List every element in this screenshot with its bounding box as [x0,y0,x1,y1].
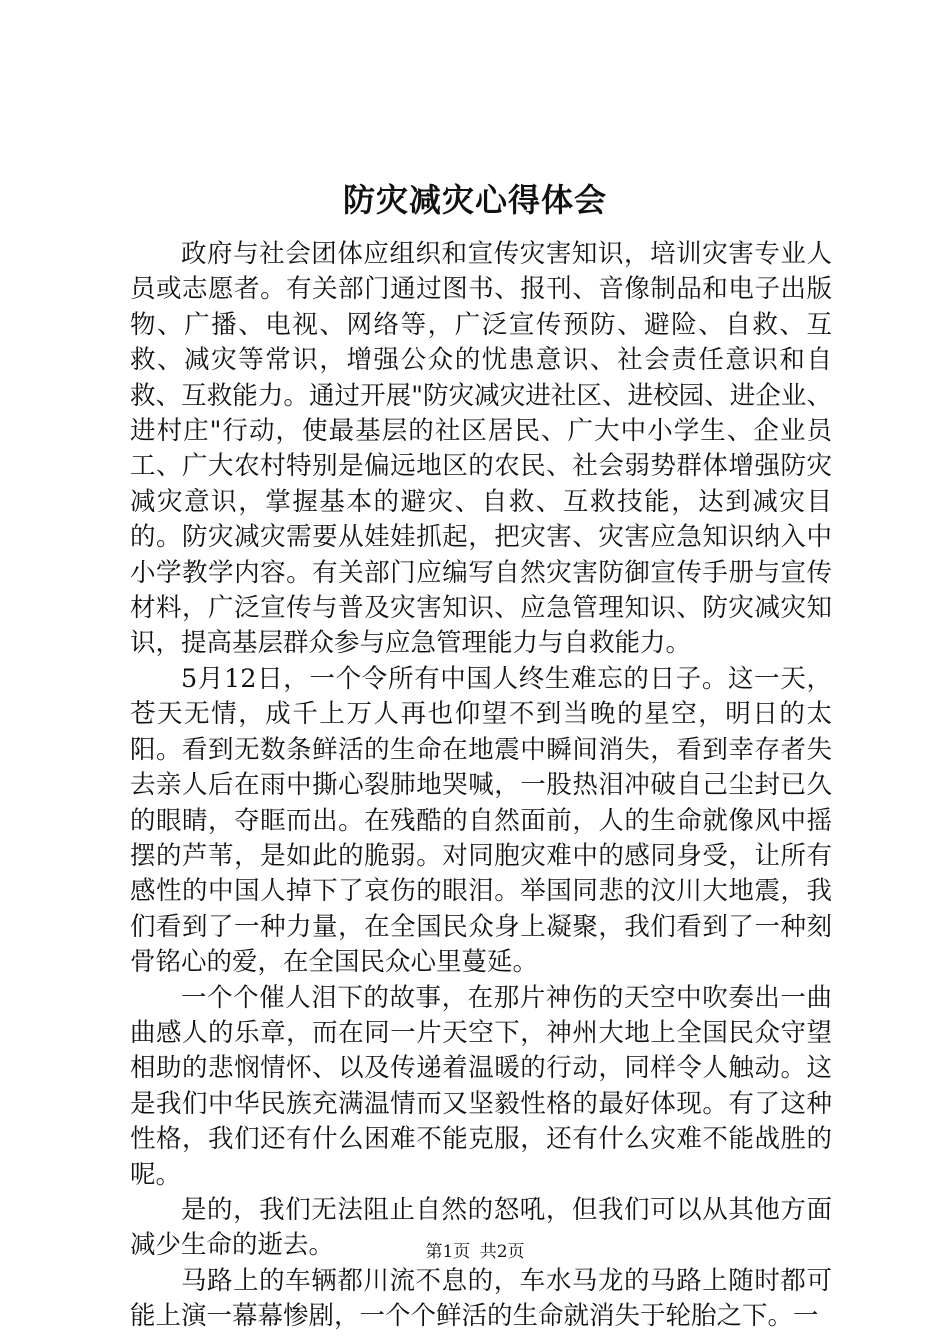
page-total: 共2页 [479,1242,525,1262]
document-title: 防灾减灾心得体会 [342,181,607,219]
document-body [130,237,832,1335]
paragraph-2: 5月12日，一个令所有中国人终生难忘的日子。这一天，苍天无情，成千上万人再也仰望不到当晚的星空，明日的太阳。看到无数条鲜活的生命在地震中瞬间消失，看到幸存者失去亲人后在雨中撕心裂肺地哭喊，一股热泪冲破自己尘封已久的眼睛，夺眶而出。在残酷的自然面前，人的生命就像风中摇摆的芦苇，是如此的脆弱。对同胞灾难中的感同身受，让所有感性的中国人掉下了哀伤的眼泪。举国同悲的汶川大地震，我们看到了一种力量，在全国民众身上凝聚，我们看到了一种刻骨铭心的爱，在全国民众心里蔓延。 [130,663,832,978]
paragraph-1: 政府与社会团体应组织和宣传灾害知识，培训灾害专业人员或志愿者。有关部门通过图书、报刊、音像制品和电子出版物、广播、电视、网络等，广泛宣传预防、避险、自救、互救、减灾等常识，增强公众的忧患意识、社会责任意识和自救、互救能力。通过开展"防灾减灾进社区、进校园、进企业、进村庄"行动，使最基层的社区居民、广大中小学生、企业员工、广大农村特别是偏远地区的农民、社会弱势群体增强防灾减灾意识，掌握基本的避灾、自救、互救技能，达到减灾目的。防灾减灾需要从娃娃抓起，把灾害、灾害应急知识纳入中小学教学内容。有关部门应编写自然灾害防御宣传手册与宣传材料，广泛宣传与普及灾害知识、应急管理知识、防灾减灾知识，提高基层群众参与应急管理能力与自救能力。 [130,239,832,659]
paragraph-5: 马路上的车辆都川流不息的，车水马龙的马路上随时都可能上演一幕幕惨剧，一个个鲜活的生命就消失于轮胎之下。一 [130,1265,832,1332]
paragraph-4: 是的，我们无法阻止自然的怒吼，但我们可以从其他方面减少生命的逝去。 [130,1194,832,1261]
paragraph-3: 一个个催人泪下的故事，在那片神伤的天空中吹奏出一曲曲感人的乐章，而在同一片天空下，神州大地上全国民众守望相助的悲悯情怀、以及传递着温暖的行动，同样令人触动。这是我们中华民族充满温情而又坚毅性格的最好体现。有了这种性格，我们还有什么困难不能克服，还有什么灾难不能战胜的呢。 [130,982,832,1190]
page-footer [0,1240,950,1264]
page-number: 第1页 [425,1242,471,1262]
